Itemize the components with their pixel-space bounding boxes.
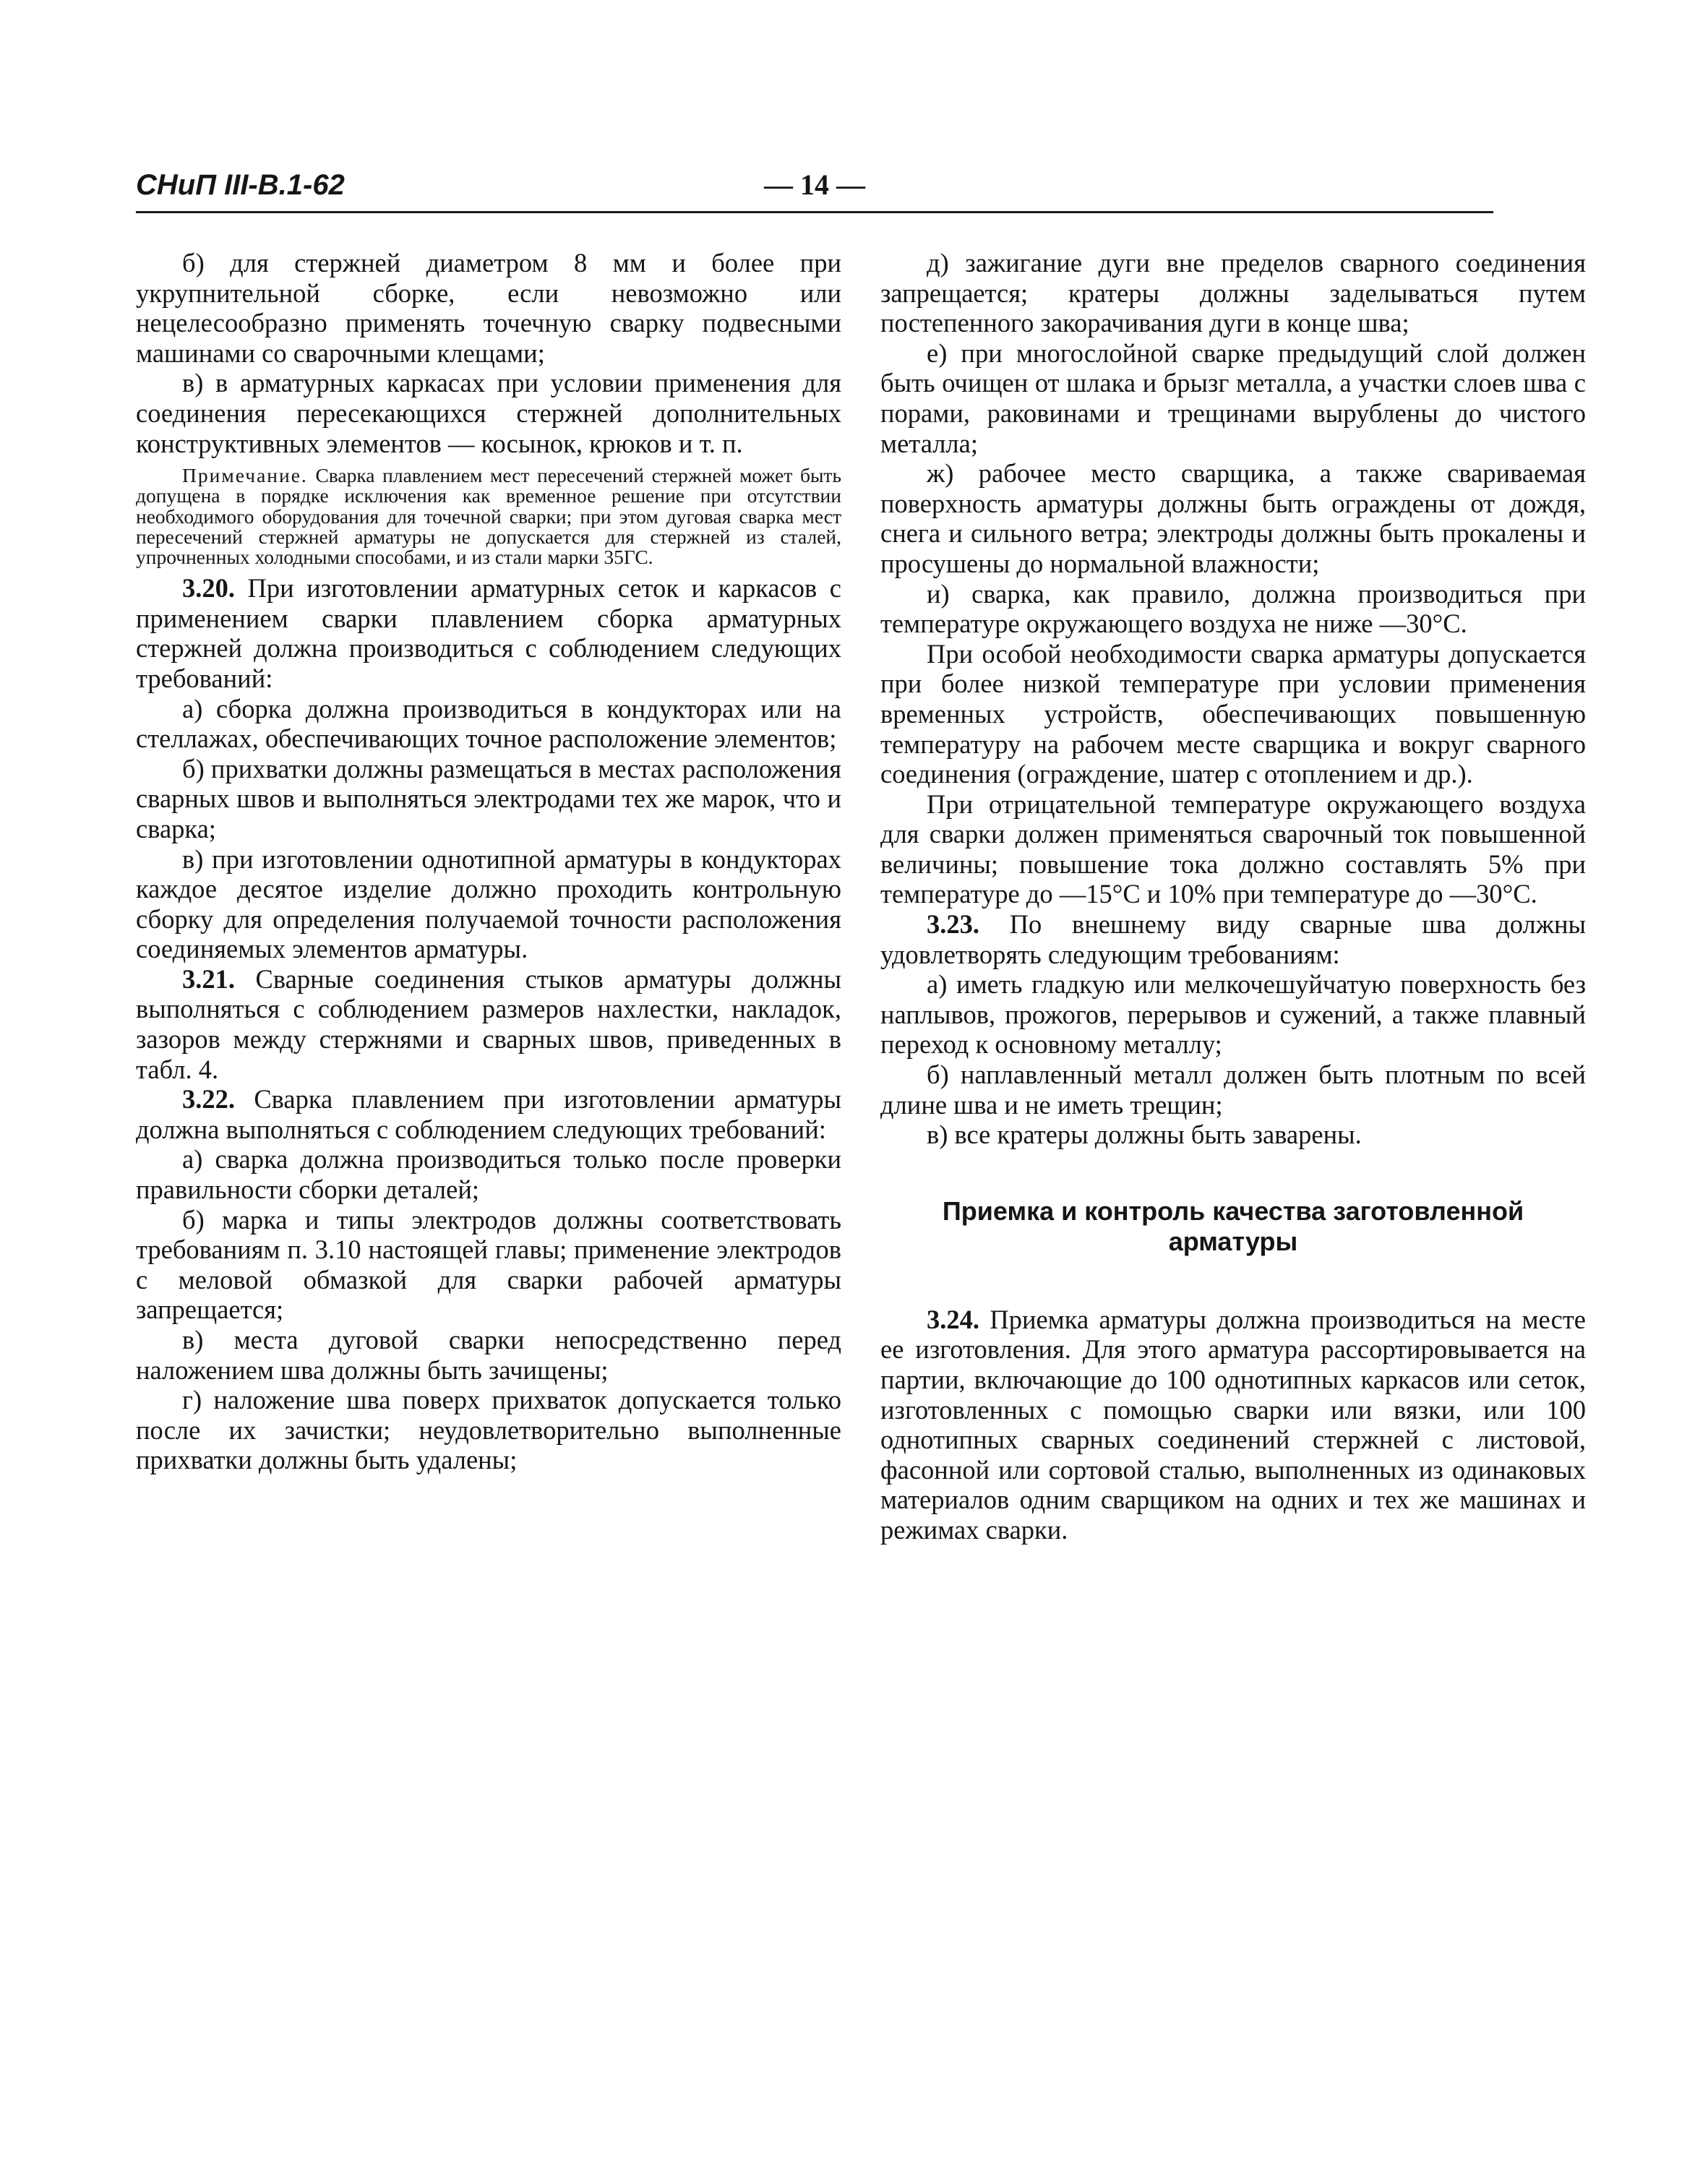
clause-text: Сварка плавлением при изготовлении арматуры должна выполняться с соблюдением следующих требований: (136, 1084, 842, 1144)
paragraph-welding-current: При отрицательной температуре окружающего воздуха для сварки должен применяться сварочный ток повышенной величины; повышение тока должно составлять 5% при температуре до —15°С и 10% при температуре до —30°С. (880, 789, 1586, 909)
clause-3-24 (880, 1305, 1586, 1545)
clause-3-22-e: е) при многослойной сварке предыдущий слой должен быть очищен от шлака и брызг металла, а участки слоев шва с порами, раковинами и трещинами вырублены до чистого металла; (880, 338, 1586, 458)
section-heading: Приемка и контроль качества заготовленной арматуры (942, 1195, 1524, 1256)
item-b-rods-8mm: б) для стержней диаметром 8 мм и более при укрупнительной сборке, если невозможно или нецелесообразно применять точечную сварку подвесными машинами со сварочными клещами; (136, 248, 841, 368)
clause-3-23-v: в) все кратеры должны быть заварены. (927, 1120, 1362, 1150)
right-column (880, 248, 1586, 1545)
clause-text: Приемка арматуры должна производиться на месте ее изготовления. Для этого арматура рассортировывается на партии, включающие до 100 однотипных каркасов или сеток, изготовленных с помощью сварки или вязки, или 100 однотипных сварных соединений стержней с листовой, фасонной или сортовой сталью, выполненных из одинаковых материалов одним сварщиком на одних и тех же машинах и режимах сварки. (880, 1304, 1586, 1545)
clause-3-22 (136, 1084, 841, 1144)
clause-3-23-b: б) наплавленный металл должен быть плотным по всей длине шва и не иметь трещин; (880, 1060, 1586, 1120)
clause-number: 3.21. (182, 963, 235, 994)
paragraph-low-temperature: При особой необходимости сварка арматуры допускается при более низкой температуре при условии применения временных устройств, обеспечивающих повышенную температуру на рабочем месте сварщика и вокруг сварного соединения (ограждение, шатер с отоплением и др.). (880, 638, 1586, 789)
clause-3-20-b: б) прихватки должны размещаться в местах расположения сварных швов и выполняться электродами тех же марок, что и сварка; (136, 753, 841, 843)
clause-3-20-a: а) сборка должна производиться в кондукторах или на стеллажах, обеспечивающих точное расположение элементов; (136, 693, 841, 754)
clause-3-21 (136, 964, 841, 1084)
clause-3-22-zh: ж) рабочее место сварщика, а также свариваемая поверхность арматуры должны быть ограждены от дождя, снега и сильного ветра; электроды должны быть прокалены и просушены до нормальной влажности; (880, 458, 1586, 578)
note (136, 465, 841, 567)
page-number: — 14 — (764, 168, 865, 201)
clause-text: При изготовлении арматурных сеток и каркасов с применением сварки плавлением сборка арматурных стержней должна производиться с соблюдением следующих требований: (136, 573, 842, 693)
note-label: Примечание. (182, 464, 308, 487)
item-v-frames: в) в арматурных каркасах при условии применения для соединения пересекающихся стержней дополнительных конструктивных элементов — косынок, крюков и т. п. (136, 368, 841, 458)
clause-text: Сварные соединения стыков арматуры должны выполняться с соблюдением размеров нахлестки, накладок, зазоров между стержнями и сварных швов, приведенных в табл. 4. (136, 963, 842, 1084)
clause-number: 3.23. (927, 909, 979, 940)
document-code: СНиП III-В.1-62 (136, 169, 345, 201)
clause-3-20-v: в) при изготовлении однотипной арматуры в кондукторах каждое десятое изделие должно проходить контрольную сборку для определения получаемой точности расположения соединяемых элементов арматуры. (136, 843, 841, 964)
left-column (136, 248, 841, 1475)
header-divider (136, 211, 1493, 213)
clause-3-22-a: а) сварка должна производиться только после проверки правильности сборки деталей; (136, 1144, 841, 1205)
clause-number: 3.20. (182, 573, 235, 604)
page-header (136, 165, 1493, 205)
clause-text: По внешнему виду сварные шва должны удовлетворять следующим требованиям: (880, 909, 1587, 969)
clause-3-22-v: в) места дуговой сварки непосредственно перед наложением шва должны быть зачищены; (136, 1325, 841, 1385)
clause-3-22-i: и) сварка, как правило, должна производиться при температуре окружающего воздуха не ниже —30°С. (880, 578, 1586, 639)
clause-3-22-g: г) наложение шва поверх прихваток допускается только после их зачистки; неудовлетворительно выполненные прихватки должны быть удалены; (136, 1385, 841, 1475)
clause-number: 3.24. (927, 1304, 979, 1334)
clause-3-23 (880, 909, 1586, 969)
clause-3-22-d: д) зажигание дуги вне пределов сварного соединения запрещается; кратеры должны заделываться путем постепенного закорачивания дуги в конце шва; (880, 248, 1586, 338)
clause-3-23-a: а) иметь гладкую или мелкочешуйчатую поверхность без наплывов, прожогов, перерывов и сужений, а также плавный переход к основному металлу; (880, 969, 1586, 1060)
clause-3-20 (136, 573, 841, 693)
note-text: Сварка плавлением мест пересечений стержней может быть допущена в порядке исключения как временное решение при отсутствии необходимого оборудования для точечной сварки; при этом дуговая сварка мест пересечений стержней арматуры не допускается для стержней из сталей, упрочненных холодными способами, и из стали марки 35ГС. (136, 464, 841, 568)
clause-number: 3.22. (182, 1084, 235, 1115)
clause-3-22-b: б) марка и типы электродов должны соответствовать требованиям п. 3.10 настоящей главы; применение электродов с меловой обмазкой для сварки рабочей арматуры запрещается; (136, 1204, 841, 1325)
